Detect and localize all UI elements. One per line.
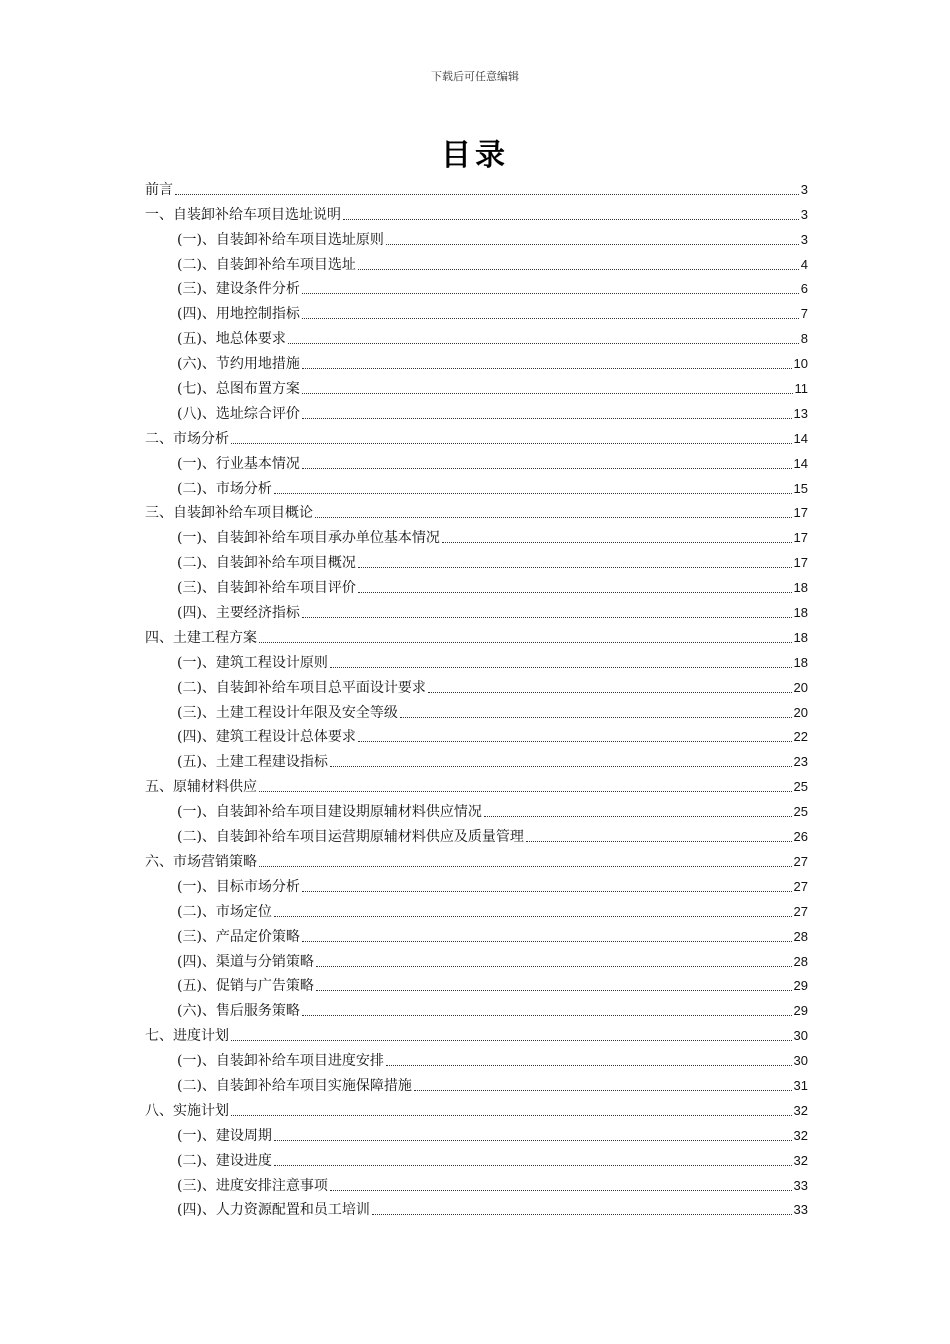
toc-entry[interactable]: [145, 796, 808, 821]
toc-dot-leader: [302, 617, 792, 618]
toc-entry-label: 三、自装卸补给车项目概论: [145, 505, 313, 522]
toc-entry-label: (一)、建设周期: [177, 1127, 272, 1144]
toc-entry-page-number: 32: [793, 1127, 808, 1143]
toc-entry[interactable]: [145, 1020, 808, 1045]
toc-entry-label: (三)、土建工程设计年限及安全等级: [177, 704, 398, 721]
toc-entry-label: (一)、建筑工程设计原则: [177, 654, 328, 671]
toc-entry-page-number: 11: [794, 381, 808, 397]
toc-entry-label: (二)、自装卸补给车项目概况: [177, 555, 356, 572]
toc-entry-label: 四、土建工程方案: [145, 629, 257, 646]
toc-entry[interactable]: [145, 298, 808, 323]
toc-entry[interactable]: [145, 498, 808, 523]
toc-entry-label: (三)、产品定价策略: [177, 928, 300, 945]
toc-entry-page-number: 23: [793, 754, 808, 770]
toc-dot-leader: [386, 1065, 792, 1066]
toc-entry-page-number: 26: [793, 829, 808, 845]
toc-entry-label: (二)、自装卸补给车项目实施保障措施: [177, 1077, 412, 1094]
toc-entry[interactable]: [145, 572, 808, 597]
page-title: 目录: [441, 138, 509, 173]
toc-entry[interactable]: [145, 348, 808, 373]
toc-dot-leader: [330, 1190, 792, 1191]
toc-entry-page-number: 29: [793, 978, 808, 994]
toc-dot-leader: [259, 866, 792, 867]
toc-entry-label: (二)、自装卸补给车项目总平面设计要求: [177, 679, 426, 696]
toc-dot-leader: [386, 244, 799, 245]
toc-entry[interactable]: [145, 622, 808, 647]
toc-entry-label: 一、自装卸补给车项目选址说明: [145, 206, 341, 223]
toc-entry[interactable]: [145, 672, 808, 697]
toc-entry-page-number: 14: [793, 455, 808, 471]
toc-entry[interactable]: [145, 1145, 808, 1170]
toc-entry[interactable]: [145, 597, 808, 622]
toc-entry-page-number: 25: [793, 779, 808, 795]
toc-entry-page-number: 27: [793, 853, 808, 869]
toc-dot-leader: [484, 816, 792, 817]
toc-entry-page-number: 22: [793, 729, 808, 745]
toc-entry-page-number: 28: [793, 928, 808, 944]
toc-entry-label: (一)、自装卸补给车项目选址原则: [177, 231, 384, 248]
toc-entry[interactable]: [145, 971, 808, 996]
toc-dot-leader: [231, 443, 792, 444]
toc-entry-page-number: 15: [793, 480, 808, 496]
toc-dot-leader: [358, 592, 792, 593]
toc-entry[interactable]: [145, 771, 808, 796]
toc-entry[interactable]: [145, 174, 808, 199]
toc-entry-page-number: 27: [793, 903, 808, 919]
toc-dot-leader: [231, 1040, 792, 1041]
toc-entry-label: (六)、售后服务策略: [177, 1003, 300, 1020]
toc-entry-page-number: 17: [793, 505, 808, 521]
toc-dot-leader: [175, 194, 799, 195]
toc-entry-label: 七、进度计划: [145, 1028, 229, 1045]
toc-dot-leader: [358, 567, 792, 568]
toc-entry-page-number: 20: [793, 679, 808, 695]
toc-entry-label: (一)、自装卸补给车项目建设期原辅材料供应情况: [177, 804, 482, 821]
toc-entry-page-number: 14: [793, 430, 808, 446]
toc-entry-page-number: 31: [793, 1077, 808, 1093]
toc-dot-leader: [302, 468, 792, 469]
toc-dot-leader: [274, 493, 792, 494]
toc-entry-label: (五)、土建工程建设指标: [177, 754, 328, 771]
toc-dot-leader: [302, 1015, 792, 1016]
toc-dot-leader: [330, 766, 792, 767]
toc-entry-page-number: 3: [800, 181, 808, 197]
toc-entry-label: (一)、目标市场分析: [177, 878, 300, 895]
toc-entry[interactable]: [145, 199, 808, 224]
toc-entry-page-number: 33: [793, 1177, 808, 1193]
toc-dot-leader: [526, 841, 792, 842]
toc-entry-label: 二、市场分析: [145, 430, 229, 447]
toc-dot-leader: [288, 343, 799, 344]
toc-entry[interactable]: [145, 1045, 808, 1070]
toc-entry[interactable]: [145, 1120, 808, 1145]
toc-dot-leader: [231, 1115, 792, 1116]
toc-entry[interactable]: [145, 547, 808, 572]
toc-entry-label: 前言: [145, 181, 173, 198]
toc-entry-page-number: 7: [800, 306, 808, 322]
toc-entry[interactable]: [145, 398, 808, 423]
toc-dot-leader: [330, 667, 792, 668]
toc-entry-label: (四)、建筑工程设计总体要求: [177, 729, 356, 746]
toc-entry-page-number: 32: [793, 1102, 808, 1118]
toc-entry-page-number: 17: [793, 530, 808, 546]
toc-dot-leader: [414, 1090, 792, 1091]
toc-entry-label: (三)、建设条件分析: [177, 281, 300, 298]
toc-dot-leader: [428, 692, 792, 693]
toc-entry-label: 八、实施计划: [145, 1102, 229, 1119]
toc-entry-label: (二)、建设进度: [177, 1152, 272, 1169]
toc-entry[interactable]: [145, 274, 808, 299]
toc-entry-page-number: 29: [793, 1003, 808, 1019]
toc-entry-page-number: 32: [793, 1152, 808, 1168]
toc-entry-label: (一)、行业基本情况: [177, 455, 300, 472]
toc-entry-page-number: 3: [800, 206, 808, 222]
toc-entry-page-number: 30: [793, 1053, 808, 1069]
toc-entry[interactable]: [145, 224, 808, 249]
toc-entry[interactable]: [145, 995, 808, 1020]
toc-entry[interactable]: [145, 473, 808, 498]
toc-entry-page-number: 6: [800, 281, 808, 297]
toc-entry[interactable]: [145, 846, 808, 871]
toc-dot-leader: [302, 293, 799, 294]
toc-entry[interactable]: [145, 522, 808, 547]
toc-entry[interactable]: [145, 946, 808, 971]
toc-entry-label: (八)、选址综合评价: [177, 405, 300, 422]
toc-dot-leader: [343, 219, 799, 220]
toc-entry-label: (二)、市场定位: [177, 903, 272, 920]
toc-entry-page-number: 18: [793, 629, 808, 645]
toc-entry-page-number: 25: [793, 804, 808, 820]
toc-dot-leader: [302, 368, 792, 369]
toc-entry-label: (四)、人力资源配置和员工培训: [177, 1202, 370, 1219]
toc-entry-label: (三)、自装卸补给车项目评价: [177, 580, 356, 597]
toc-entry[interactable]: [145, 323, 808, 348]
toc-entry-label: 六、市场营销策略: [145, 853, 257, 870]
toc-entry[interactable]: [145, 1170, 808, 1195]
toc-entry-label: (一)、自装卸补给车项目承办单位基本情况: [177, 530, 440, 547]
toc-entry-label: (七)、总图布置方案: [177, 381, 300, 398]
toc-entry-label: (三)、进度安排注意事项: [177, 1177, 328, 1194]
toc-entry-page-number: 3: [800, 231, 808, 247]
toc-entry[interactable]: [145, 896, 808, 921]
toc-entry-page-number: 17: [793, 555, 808, 571]
toc-entry-page-number: 8: [800, 331, 808, 347]
toc-entry[interactable]: [145, 448, 808, 473]
toc-dot-leader: [274, 1140, 792, 1141]
toc-dot-leader: [316, 966, 792, 967]
toc-entry-page-number: 28: [793, 953, 808, 969]
toc-entry-label: 五、原辅材料供应: [145, 779, 257, 796]
toc-dot-leader: [442, 542, 792, 543]
toc-dot-leader: [302, 891, 792, 892]
toc-entry-page-number: 33: [793, 1202, 808, 1218]
toc-dot-leader: [358, 269, 799, 270]
toc-dot-leader: [302, 318, 799, 319]
header-note: 下载后可任意编辑: [431, 70, 519, 83]
toc-entry-label: (一)、自装卸补给车项目进度安排: [177, 1053, 384, 1070]
toc-dot-leader: [259, 642, 792, 643]
toc-entry[interactable]: [145, 647, 808, 672]
toc-dot-leader: [372, 1214, 792, 1215]
toc-entry-page-number: 20: [793, 704, 808, 720]
toc-dot-leader: [316, 990, 792, 991]
toc-dot-leader: [302, 393, 793, 394]
toc-entry[interactable]: [145, 373, 808, 398]
toc-entry-label: (四)、渠道与分销策略: [177, 953, 314, 970]
table-of-contents: [145, 174, 808, 1219]
toc-entry-label: (二)、市场分析: [177, 480, 272, 497]
toc-entry-label: (四)、主要经济指标: [177, 605, 300, 622]
toc-entry-page-number: 10: [793, 356, 808, 372]
toc-entry[interactable]: [145, 1195, 808, 1220]
toc-dot-leader: [302, 418, 792, 419]
toc-dot-leader: [274, 1165, 792, 1166]
toc-dot-leader: [259, 791, 792, 792]
toc-entry[interactable]: [145, 697, 808, 722]
toc-entry-label: (二)、自装卸补给车项目选址: [177, 256, 356, 273]
toc-entry-label: (六)、节约用地措施: [177, 356, 300, 373]
toc-entry[interactable]: [145, 249, 808, 274]
toc-dot-leader: [315, 517, 792, 518]
toc-entry-page-number: 4: [800, 256, 808, 272]
toc-entry-label: (五)、地总体要求: [177, 331, 286, 348]
toc-entry[interactable]: [145, 1095, 808, 1120]
toc-entry-page-number: 27: [793, 878, 808, 894]
toc-dot-leader: [400, 717, 792, 718]
toc-entry-page-number: 18: [793, 654, 808, 670]
toc-entry[interactable]: [145, 746, 808, 771]
toc-entry[interactable]: [145, 423, 808, 448]
toc-entry[interactable]: [145, 921, 808, 946]
toc-entry[interactable]: [145, 722, 808, 747]
toc-entry[interactable]: [145, 1070, 808, 1095]
toc-entry-page-number: 18: [793, 580, 808, 596]
toc-entry[interactable]: [145, 871, 808, 896]
toc-entry-page-number: 30: [793, 1028, 808, 1044]
toc-entry-label: (二)、自装卸补给车项目运营期原辅材料供应及质量管理: [177, 829, 524, 846]
toc-entry[interactable]: [145, 821, 808, 846]
toc-entry-label: (五)、促销与广告策略: [177, 978, 314, 995]
toc-dot-leader: [302, 941, 792, 942]
toc-entry-label: (四)、用地控制指标: [177, 306, 300, 323]
toc-entry-page-number: 18: [793, 605, 808, 621]
toc-dot-leader: [274, 916, 792, 917]
toc-dot-leader: [358, 741, 792, 742]
toc-entry-page-number: 13: [793, 405, 808, 421]
